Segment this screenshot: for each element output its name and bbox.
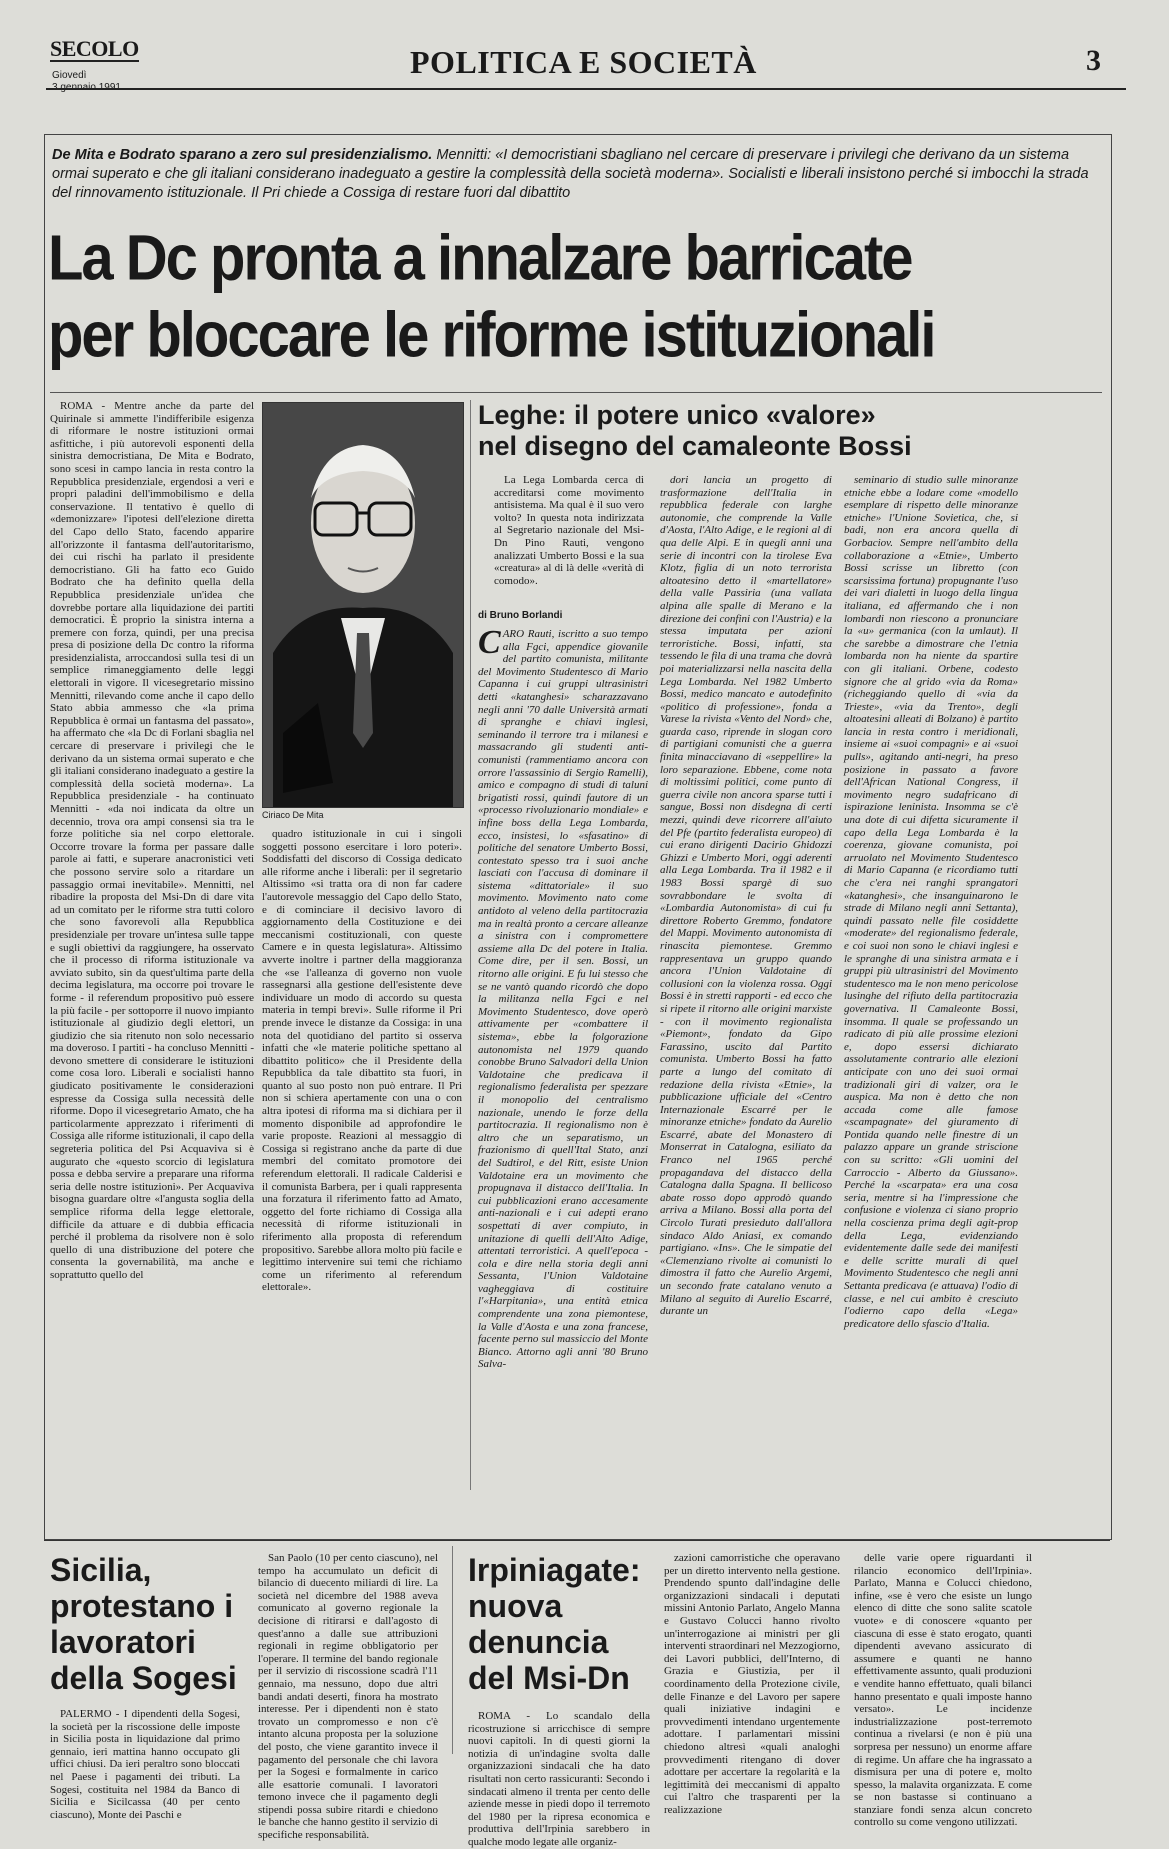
bottom-divider xyxy=(44,1540,1110,1541)
bottom-column-divider xyxy=(452,1546,453,1754)
headline-line-1: La Dc pronta a innalzare barricate xyxy=(48,222,912,294)
leghe-title-line-1: Leghe: il potere unico «valore» xyxy=(478,400,876,430)
sicilia-col1-text: PALERMO - I dipendenti della Sogesi, la società per la riscossione delle imposte in Sicilia posta in liquidazione dal primo gennaio, ieri mattina hanno occupato gli uffici chiusi. Da ieri peraltro sono bloccati nel Paese i pagamenti dei tributi. La Sogesi, costituita nel 1984 da Banco di Sicilia e Sicilcassa (40 per cento ciascuno), Monte dei Paschi e xyxy=(50,1708,240,1821)
leghe-title-line-2: nel disegno del camaleonte Bossi xyxy=(478,431,912,461)
drop-cap: C xyxy=(478,624,501,661)
irpinia-headline: Irpiniagate: nuova denuncia del Msi-Dn xyxy=(468,1552,641,1696)
main-col2-text: quadro istituzionale in cui i singoli soggetti possono esercitare i loro poteri». Soddisfatti del discorso di Cossiga dedicato alle riforme anche i liberali: per il segretario Altissimo «si tratta ora di non far cadere l'autorevole messaggio del Capo dello Stato, e di cominciare il decisivo lavoro di aggiornamento della Costituzione e dei meccanismi costituzionali, con queste Camere e in questa legislatura». Altissimo avverte inoltre i partner della maggioranza che «se l'alleanza di governo non vuole rassegnarsi alla gestione dell'esistente deve individuare un modo di accordo su questa materia in tempi brevi». Sulle riforme il Pri prende invece le distanze da Cossiga: in una nota del quotidiano del partito si osserva infatti che «le materie politiche spettano al dibattito politico» che il Presidente della Repubblica da tale dibattito sta fuori, in quanto al suo posto non può entrare. Il Pri non si schiera apertamente con una o con altra ipotesi di riforma ma si dichiara per il momento disponibile ad approfondire le varie proposte. Reazioni al messaggio di Cossiga si registrano anche da parte di due membri del comitato promotore dei referendum elettorali. Il radicale Calderisi e il comunista Barbera, per i quali rappresenta una forzatura il riferimento fatto ad Amato, oggetto del forte richiamo di Cossiga alla necessità di riforme istituzionali in riferimento alla proposta di referendum propositivo. Sarebbe allora molto più facile e legittimo intervenire sui temi che richiamo come un riferimento al referendum elettorale». xyxy=(262,828,462,1294)
leghe-column-1 xyxy=(478,624,648,1490)
main-column-2 xyxy=(262,828,462,1490)
sicilia-column-2 xyxy=(258,1552,438,1842)
leghe-intro xyxy=(494,474,644,594)
page-number: 3 xyxy=(1086,44,1101,77)
irpinia-col2-text: zazioni camorristiche che operavano per un diretto intervento nella gestione. Prendendo spunto dall'indagine delle organizzazioni sindacali i deputati missini Antonio Parlato, Angelo Manna e Gustavo Colucci hanno rivolto un'interrogazione ai ministri per gli interventi straordinari nel Mezzogiorno, dei Lavori pubblici, dell'Interno, di Grazia e Giustizia, per il coordinamento della Protezione civile, delle Finanze e del Lavoro per sapere quali iniziative indagini e provvedimenti intendano urgentemente adottare. I parlamentari missini chiedono altresì «quali analoghi provvedimenti ritengano di dover adottare per accertare la regolarità e la legittimità dei meccanismi di appalto cui l'altro che trasparenti per la realizzazione xyxy=(664,1552,840,1816)
headline-divider xyxy=(50,392,1102,393)
irpinia-col1-text: ROMA - Lo scandalo della ricostruzione si arricchisce di sempre nuovi capitoli. In di questi giorni la notizia di un'indagine svolta dalle organizzazioni sindacali che ha dato risultati non certo rassicuranti: Secondo i sindacati almeno il trenta per cento delle aziende messe in piedi dopo il terremoto del 1980 per la ripresa economica e produttiva dell'Irpinia sarebbero in qualche modo legate alle organiz- xyxy=(468,1710,650,1848)
kicker-lead: De Mita e Bodrato sparano a zero sul presidenzialismo. xyxy=(52,147,433,163)
leghe-column-2 xyxy=(660,474,832,1490)
section-title: POLITICA E SOCIETÀ xyxy=(410,44,757,80)
masthead-day: Giovedì xyxy=(52,70,87,81)
main-headline xyxy=(48,220,1108,374)
portrait-image xyxy=(263,403,463,807)
headline-line-2: per bloccare le riforme istituzionali xyxy=(48,299,935,371)
masthead-rule xyxy=(46,88,1126,90)
leghe-headline xyxy=(478,400,998,462)
story-kicker xyxy=(52,146,1102,203)
leghe-intro-text: La Lega Lombarda cerca di accreditarsi come movimento antisistema. Ma qual è il suo vero volto? In questa nota indirizzata al Segretario nazionale del Msi-Dn Pino Rauti, vengono analizzati Umberto Bossi e la sua «creatura» al di là delle «verità di comodo». xyxy=(494,474,644,587)
leghe-col1-text: ARO Rauti, iscritto a suo tempo alla Fgci, appendice giovanile del partito comunista, militante del Movimento Studentesco di Mario Capanna i cui gruppi ultrasinistri detti «katanghesi» scharazzavano negli anni '70 dalle Università armati di spranghe e chiavi inglesi, seminando il terrore tra i milanesi e massacrando gli studenti anti-comunisti (rammentiamo ancora con orrore l'assassinio di Sergio Ramelli), amico e compagno di studi di taluni brigatisti rossi, quindi fautore di un «processo rivoluzionario mondiale» e infine boss della Lega Lombarda, ecco, insistesi, lo «sfasatino» di politiche del senatore Umberto Bossi, contestato spesso tra i suoi anche lasciati con l'accusa di dominare il sistema «dittatoriale» il suo movimento. Movimento nato come antidoto al veleno della partitocrazia ma in realtà pronto a cercare alleanze a sinistra con i compromettere assieme alla Dc del potere in Italia. Come dire, per il sen. Bossi, un ritorno alle origini. E fu lui stesso che se ne vantò quando ricordò che dopo la militanza nella Fgci e nel Movimento Studentesco, dove operò attivamente per «combattere il sistema», ebbe la folgorazione autonomista nel 1979 quando conobbe Bruno Salvadori della Union Valdotaine che predicava il regionalismo federalista per spezzare il monopolio del centralismo nazionale, unendo le forze della partitocrazia. Il regionalismo non è altro che un separatismo, un frazionismo di quell'Ital Stato, anzi del Sudtirol, e del Ritt, esiste Union Valdotaine era un movimento che propugnava il distacco dell'Italia. In cui pubblicazioni erano accesamente anti-nazionali e i cui adepti erano sospettati di aver compiuto, in unitazione di quelli dell'Alto Adige, attentati terroristici. A quell'epoca - cola e dire nella storia degli anni Sessanta, l'Union Valdotaine vagheggiava di costituire l'«Harpitania», una entità etnica comprendente una zona piemontese, la Valle d'Aosta e una zona francese, facente perno sul massiccio del Monte Bianco. Attorno agli anni '80 Bruno Salva- xyxy=(478,628,648,1371)
irpinia-column-1 xyxy=(468,1710,650,1848)
newspaper-logo: SECOLO xyxy=(50,36,139,61)
photo-caption: Ciriaco De Mita xyxy=(262,810,324,820)
kicker-text: Mennitti: «I democristiani sbagliano nel cercare di preservare i privilegi che derivano da un sistema ormai superato e che gli italiani considerano inadeguato a gestire la complessità della società moderna». Socialisti e liberali insistono perché si imbocchi la strada del rinnovamento istituzionale. Il Pri chiede a Cossiga di restare fuori dal dibattito xyxy=(52,147,1089,201)
main-column-1 xyxy=(50,400,254,1490)
de-mita-photo xyxy=(262,402,464,808)
leghe-byline: di Bruno Borlandi xyxy=(478,610,563,621)
sicilia-col2-text: San Paolo (10 per cento ciascuno), nel tempo ha accumulato un deficit di bilancio di duecento miliardi di lire. La società nel dicembre del 1988 aveva comunicato al governo regionale la decisione di ritirarsi e dall'agosto di quest'anno a dalle sue attribuzioni regionali in regime obbligatorio per l'operare. Il termine del bando regionale per il servizio di riscossione scadrà l'11 gennaio, ma nessuno, dopo due altri bandi andati deserti, finora ha mostrato interesse. Per i dipendenti non è stato trovato un compromesso e non c'è intanto alcuna proposta per la soluzione del posto, che viene garantito invece il pagamento del personale che chi lavora per la Sogesi e formalmente in carico alle esattorie comunali. I lavoratori temono invece che il pagamento degli stipendi possa subire ritardi e chiedono le banche che hanno gestito il servizio di specifiche responsabilità. xyxy=(258,1552,438,1842)
leghe-col3-text: seminario di studio sulle minoranze etniche ebbe a lodare come «modello esemplare di rispetto delle minoranze etniche» l'Unione Sovietica, che, si badi, non era ancora quella di Gorbaciov. Sempre nell'ambito della collaborazione a «Etnie», Umberto Bossi scrisse un libretto (con scarsissima fortuna) propugnante l'uso dei vari dialetti in luogo della lingua italiana, ed affermando che i non lombardi non riescono a pronunciare la «u» germanica (con la umlaut). Il che sarebbe a dimostrare che l'etnia lombarda non ha niente da spartire con gli italiani. Orbene, codesto signore che al grido «via da Roma» (richeggiando quello di «via da Trieste», «via da Trento», degli altoatesini alleati di Bolzano) è partito lancia in resta contro i meridionali, insieme ai «suoi compagni» e ai «suoi pulls», agitando anti-negri, ha preso posizione in passato a favore dell'African National Congress, il movimento negro sudafricano di ispirazione leninista. Insomma se c'è una dote di cui difetta sicuramente il capo della Lega Lombarda è la coerenza, giovane comunista, poi arruolato nel Movimento Studentesco di Mario Capanna (e ricordiamo tutti che c'era nei ranghi sprangatori «katanghesi», che insanguinarono le strade di Milano negli anni Settanta), quindi passato nelle file cosiddette «moderate» del regionalismo federale, e coi suoi non sono le chiavi inglesi e le spranghe di una sinistra armata e i gruppi più ultrasinistri del Movimento studentesco ma le non meno pericolose lusinghe del rifiuto della partitocrazia governativa. Il Camaleonte Bossi, insomma. Il quale se professando un radicato di più alle prossime elezioni e, dopo essersi dichiarato assolutamente contrario alle elezioni anticipate con uno dei suoi ormai tradizionali giri di valzer, ora le auspica. Ma non è detto che non accada come alle famose «scampagnate» del giuramento di Pontida quando nelle finestre di un palazzo appare un grande striscione con su scritto: «Gli uomini del Carroccio - Alberto da Giussano». Perché la «scarpata» era una cosa seria, mentre si ha l'impressione che confusione e violenza ci siano proprio nella coscienza prima degli agit-prop della Lega, evidenziando evidentemente dalle sede dei manifesti e delle scritte murali di quel Movimento Studentesco che negli anni Settanta predicava (e attuava) l'odio di classe, e nel cui ambito è cresciuto l'odierno capo della «Lega» predicatore dello sfascio d'Italia. xyxy=(844,474,1018,1330)
irpinia-col3-text: delle varie opere riguardanti il rilancio economico dell'Irpinia». Parlato, Manna e Colucci chiedono, infine, «se è vero che esiste un lungo elenco di ditte che sono salite scatole vuote» e di conoscere «quanto per ciascuna di esse è stato erogato, quanti dipendenti avevano assicurato di assumere e quanti ne hanno effettivamente assunto, quali produzioni e vendite hanno effettuato, quali bilanci hanno presentato e quali imposte hanno versato». Le incidenze industrializzazione post-terremoto continua a rivelarsi (e non è più una sorpresa per nessuno) un enorme affare di regime. Un affare che ha ingrassato a dismisura per una di potere e, molto spesso, la malavita organizzata. E come se non bastasse si continuano a stanziare fondi senza alcun concreto controllo su come vengono utilizzati. xyxy=(854,1552,1032,1829)
leghe-column-3 xyxy=(844,474,1018,1490)
main-col1-text: ROMA - Mentre anche da parte del Quirinale si ammette l'indifferibile esigenza di riformare le nostre istituzioni ormai asfittiche, i più autorevoli esponenti della sinistra democristiana, De Mita e Bodrato, sono scesi in campo lancia in resta contro la Repubblica presidenziale, ergendosi a veri e propri paladini dell'immobilismo e della conservazione. Il tentativo è quello di «demonizzare» l'ipotesi dell'elezione diretta del Capo dello Stato, facendo apparire all'orizzonte il fantasma dell'autoritarismo, dei cui rischi ha parlato il presidente democristiano. Gli ha fatto eco Guido Bodrato che ha definito quella della Repubblica presidenziale un'idea che dovrebbe portare alla liquidazione dei partiti democratici. È proprio la sinistra interna a premere con forza, quindi, per una precisa presa di posizione della Dc contro la riforma presidenzialista, arroccandosi sulla tesi di un semplice rimaneggiamento delle leggi elettorali in vigore. Il vicesegretario missino Mennitti, rilevando come anche il capo dello Stato abbia ammesso che «la prima Repubblica è ormai un fantasma del passato», ha affermato che «la Dc di Forlani sbaglia nel cercare di preservare i privilegi che le derivano da un sistema ormai superato e che gli italiani considerano inadeguato a gestire la complessità della società moderna». La Repubblica presidenziale - ha continuato Mennitti - «da noi indicata da oltre un decennio, trova ora ampi consensi sia tra le forze politiche sia nel corpo elettorale. Occorre trovare la forma per passare dalle parole ai fatti, e superare anacronistici veti che possono servire solo a ritardare un passaggio ormai inevitabile». Mennitti, nel ribadire la proposta del Msi-Dn di dare vita ad un comitato per le riforme stra tutti coloro che sono favorevoli alla Repubblica presidenziale per trovare un'intesa sulle tappe e sugli obiettivi da raggiungere, ha osservato che il processo di riforma istituzionale va avviato subito, sin da quest'ultima parte della decima legislatura, ma occorre poi trovare le forme - il referendum propositivo può essere la più facile - per sottoporre il nuovo impianto istituzionale al giudizio degli elettori, un giudizio che sia ritenuto non solo necessario ma doveroso. I partiti - ha concluso Mennitti - devono smettere di considerare le istituzioni come cosa loro. Liberali e socialisti hanno giudicato positivamente le considerazioni espresse da Cossiga sulla necessità delle riforme. Dopo il vicesegretario Amato, che ha particolarmente apprezzato i riferimenti di Cossiga alle riforme istituzionali, il capo della segreteria politica del Psi Acquaviva si è augurato che «questo scorcio di legislatura possa e debba servire a preparare una riforma seria delle nostre istituzioni». Per Acquaviva bisogna guardare oltre «l'angusta soglia della semplice riforma della legge elettorale, difficile da attuare e di dubbia efficacia perché il problema da risolvere non è solo quello di una distribuzione del potere che consenta la governabilità, ma anche e soprattutto quello del xyxy=(50,400,254,1281)
irpinia-column-2 xyxy=(664,1552,840,1816)
leghe-col2-text: dori lancia un progetto di trasformazione dell'Italia in repubblica federale con larghe autonomie, che comprende la Valle d'Aosta, l'Alto Adige, e le regioni al di qua delle Alpi. E in quegli anni una serie di incontri con la tirolese Eva Klotz, figlia di un noto terrorista altoatesino detto il «martellatore» della valle Passiria (una vallata alpina alle spalle di Merano e la direzione dei confini con l'Austria) e la stessa imputata per azioni terroristiche. Bossi, infatti, sta tessendo le fila di una trama che dovrà poi materializzarsi nella nascita della Lega Lombarda. Nel 1982 Umberto Bossi, medico mancato e autodefinito «politico di professione», fonda a Varese la rivista «Vento del Nord» che, guarda caso, riprende in slogan coro di partigiani comunisti che a guerra finita minacciavano di «seppellire» la loro separazione. Ebbene, come nota di moltissimi politici, come punto di guerra civile non ancora sparse tutti i sangue, Bossi non disdegna di certi mezzi, quindi deve ricorrere all'aiuto del Pfe (partito federalista europeo) di cui erano dirigenti Dacirio Ghidozzi Ghizzi e Umberto Mori, oggi aderenti alla Lega Lombarda. Tra il 1982 e il 1983 Bossi spargè di suo sovrabbondare le svolta di «Lombardia Autonomista» di cui fu direttore Roberto Gremmo, fondatore del Mappi. Movimento autonomista di rinascita piemontese. Gremmo rappresentava un gruppo quando ancora l'Union Valdotaine di collusioni con la violenza rossa. Oggi Bossi è in stretti rapporti - ed ecco che si ripete il ritorno alle origini marxiste - con il movimento regionalista «Piemont», fondato da Gipo Farassino, uscito dal Partito comunista. Umberto Bossi ha fatto parte a lungo del comitato di redazione della rivista «Etnie», la pubblicazione ufficiale del «Centro Internazionale Escarré per le minoranze etniche» fondato da Aurelio Escarré, abate del Monastero di Monserrat in Catalogna, esiliato da Franco nel 1965 perché propagandava del distacco della Catalogna dalla Spagna. Il bellicoso abate rosso dopo approdò quando arriva a Milano. Bossi alla porta del Circolo Turati presieduto dall'allora sindaco Aldo Aniasi, ex comando partigiano. «Ins». Che le simpatie del «Clemenziano rivolte ai comunisti lo dimostra il fatto che Aurelio Argemi, un secondo frate catalano venuto a Milano al seguito di Aurelio Escarré, durante un xyxy=(660,474,833,1318)
irpinia-column-3 xyxy=(854,1552,1032,1829)
column-divider xyxy=(470,400,471,1490)
sicilia-headline: Sicilia, protestano i lavoratori della Sogesi xyxy=(50,1552,237,1696)
sicilia-column-1 xyxy=(50,1708,240,1821)
